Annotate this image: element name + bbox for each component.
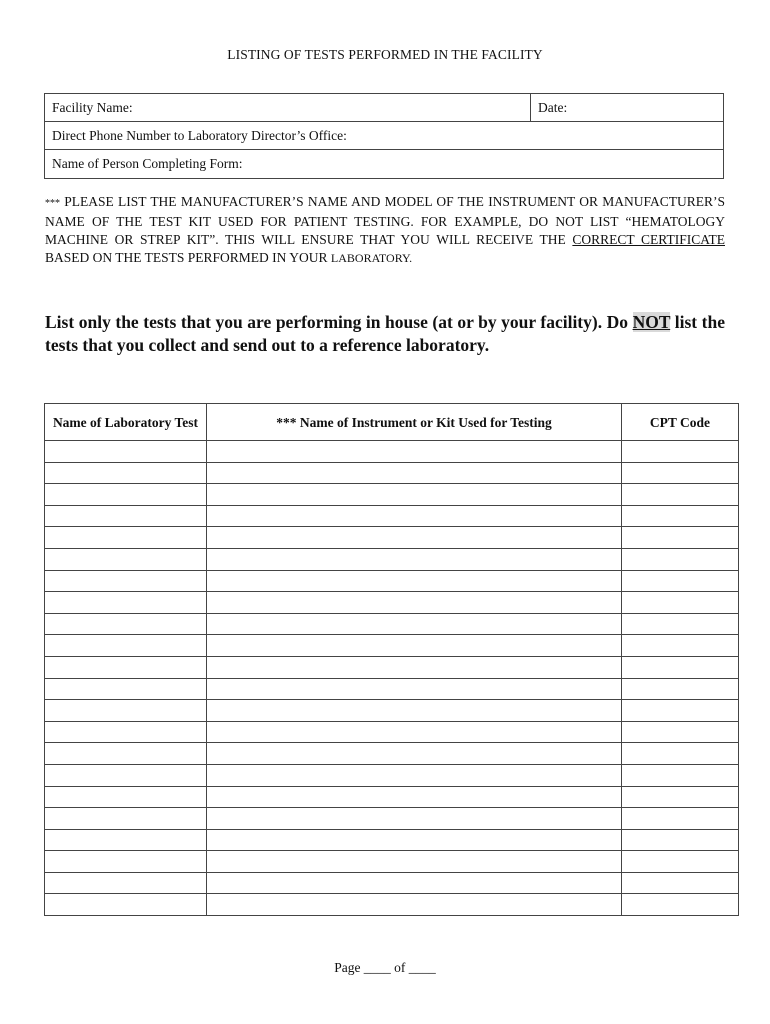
table-row — [45, 743, 739, 765]
cpt-code-cell[interactable] — [622, 808, 739, 830]
table-row — [45, 613, 739, 635]
header-cpt-code: CPT Code — [622, 404, 739, 441]
instruction-part2: list the tests that you collect and send out to a reference laboratory. — [45, 312, 725, 355]
page-number: Page ____ of ____ — [334, 960, 436, 975]
cpt-code-cell[interactable] — [622, 851, 739, 873]
notice-text-part2: BASED ON THE TESTS PERFORMED IN YOUR — [45, 250, 331, 265]
lab-test-cell[interactable] — [45, 721, 207, 743]
notice-stars: *** — [45, 198, 60, 209]
instrument-kit-cell[interactable] — [207, 872, 622, 894]
table-row — [45, 700, 739, 722]
table-row — [45, 505, 739, 527]
cpt-code-cell[interactable] — [622, 894, 739, 916]
lab-test-cell[interactable] — [45, 548, 207, 570]
instrument-kit-cell[interactable] — [207, 592, 622, 614]
table-row — [45, 656, 739, 678]
cpt-code-cell[interactable] — [622, 700, 739, 722]
table-row — [45, 829, 739, 851]
cpt-code-cell[interactable] — [622, 505, 739, 527]
cpt-code-cell[interactable] — [622, 592, 739, 614]
cpt-code-cell[interactable] — [622, 570, 739, 592]
instrument-kit-cell[interactable] — [207, 829, 622, 851]
instrument-kit-cell[interactable] — [207, 656, 622, 678]
cpt-code-cell[interactable] — [622, 829, 739, 851]
table-row — [45, 678, 739, 700]
cpt-code-cell[interactable] — [622, 548, 739, 570]
instrument-kit-cell[interactable] — [207, 527, 622, 549]
instrument-kit-cell[interactable] — [207, 700, 622, 722]
instrument-kit-cell[interactable] — [207, 743, 622, 765]
instrument-kit-cell[interactable] — [207, 484, 622, 506]
in-house-instruction — [45, 311, 725, 357]
tests-table — [44, 403, 739, 916]
table-row — [45, 851, 739, 873]
person-completing-field[interactable]: Name of Person Completing Form: — [52, 156, 243, 171]
instruction-part1: List only the tests that you are performing in house (at or by your facility). Do — [45, 312, 633, 332]
lab-test-cell[interactable] — [45, 592, 207, 614]
lab-test-cell[interactable] — [45, 764, 207, 786]
info-row-facility — [45, 94, 723, 122]
table-row — [45, 786, 739, 808]
instrument-kit-cell[interactable] — [207, 851, 622, 873]
manufacturer-notice — [45, 193, 725, 267]
instrument-kit-cell[interactable] — [207, 721, 622, 743]
cpt-code-cell[interactable] — [622, 441, 739, 463]
director-phone-field[interactable]: Direct Phone Number to Laboratory Director’s Office: — [52, 128, 347, 143]
instrument-kit-cell[interactable] — [207, 678, 622, 700]
lab-test-cell[interactable] — [45, 786, 207, 808]
form-title: LISTING OF TESTS PERFORMED IN THE FACILITY — [227, 47, 543, 62]
cpt-code-cell[interactable] — [622, 721, 739, 743]
cpt-code-cell[interactable] — [622, 527, 739, 549]
lab-test-cell[interactable] — [45, 829, 207, 851]
header-instrument-kit: *** Name of Instrument or Kit Used for Testing — [207, 404, 622, 441]
header-lab-test: Name of Laboratory Test — [45, 404, 207, 441]
table-row — [45, 548, 739, 570]
cpt-code-cell[interactable] — [622, 743, 739, 765]
lab-test-cell[interactable] — [45, 527, 207, 549]
instrument-kit-cell[interactable] — [207, 894, 622, 916]
lab-test-cell[interactable] — [45, 484, 207, 506]
cpt-code-cell[interactable] — [622, 678, 739, 700]
lab-test-cell[interactable] — [45, 700, 207, 722]
table-row — [45, 872, 739, 894]
instrument-kit-cell[interactable] — [207, 570, 622, 592]
date-field[interactable]: Date: — [538, 100, 568, 115]
notice-text-tail: LABORATORY. — [330, 251, 413, 265]
info-row-person — [45, 150, 723, 178]
lab-test-cell[interactable] — [45, 872, 207, 894]
table-row — [45, 894, 739, 916]
table-row — [45, 592, 739, 614]
info-row-phone — [45, 122, 723, 150]
instrument-kit-cell[interactable] — [207, 786, 622, 808]
table-row — [45, 808, 739, 830]
instrument-kit-cell[interactable] — [207, 548, 622, 570]
cpt-code-cell[interactable] — [622, 635, 739, 657]
tests-table-header-row — [45, 404, 739, 441]
table-row — [45, 764, 739, 786]
notice-text-part1: PLEASE LIST THE MANUFACTURER’S NAME AND MODEL OF THE INSTRUMENT OR MANUFACTURER’S NAME OF THE TEST KIT USED FOR PATIENT TESTING. FOR EXAMPLE, DO NOT LIST “HEMATOLOGY MACHINE OR STREP KIT”. THIS WILL ENSURE THAT YOU WILL RECEIVE THE — [45, 194, 725, 247]
instrument-kit-cell[interactable] — [207, 764, 622, 786]
cpt-code-cell[interactable] — [622, 786, 739, 808]
facility-info-box — [44, 93, 724, 179]
table-row — [45, 441, 739, 463]
lab-test-cell[interactable] — [45, 635, 207, 657]
lab-test-cell[interactable] — [45, 851, 207, 873]
tests-table-body — [45, 441, 739, 916]
instrument-kit-cell[interactable] — [207, 613, 622, 635]
lab-test-cell[interactable] — [45, 505, 207, 527]
table-row — [45, 721, 739, 743]
table-row — [45, 570, 739, 592]
lab-test-cell[interactable] — [45, 743, 207, 765]
instrument-kit-cell[interactable] — [207, 808, 622, 830]
lab-test-cell[interactable] — [45, 441, 207, 463]
table-row — [45, 462, 739, 484]
lab-test-cell[interactable] — [45, 808, 207, 830]
facility-name-field[interactable]: Facility Name: — [45, 94, 531, 121]
table-row — [45, 484, 739, 506]
table-row — [45, 635, 739, 657]
table-row — [45, 527, 739, 549]
lab-test-cell[interactable] — [45, 462, 207, 484]
cpt-code-cell[interactable] — [622, 484, 739, 506]
instrument-kit-cell[interactable] — [207, 462, 622, 484]
instrument-kit-cell[interactable] — [207, 505, 622, 527]
instruction-emphasis: NOT — [632, 312, 671, 332]
lab-test-cell[interactable] — [45, 656, 207, 678]
lab-test-cell[interactable] — [45, 613, 207, 635]
lab-test-cell[interactable] — [45, 894, 207, 916]
lab-test-cell[interactable] — [45, 570, 207, 592]
cpt-code-cell[interactable] — [622, 462, 739, 484]
cpt-code-cell[interactable] — [622, 764, 739, 786]
lab-test-cell[interactable] — [45, 678, 207, 700]
instrument-kit-cell[interactable] — [207, 441, 622, 463]
instrument-kit-cell[interactable] — [207, 635, 622, 657]
notice-underlined-text: CORRECT CERTIFICATE — [572, 232, 725, 247]
cpt-code-cell[interactable] — [622, 872, 739, 894]
cpt-code-cell[interactable] — [622, 656, 739, 678]
cpt-code-cell[interactable] — [622, 613, 739, 635]
